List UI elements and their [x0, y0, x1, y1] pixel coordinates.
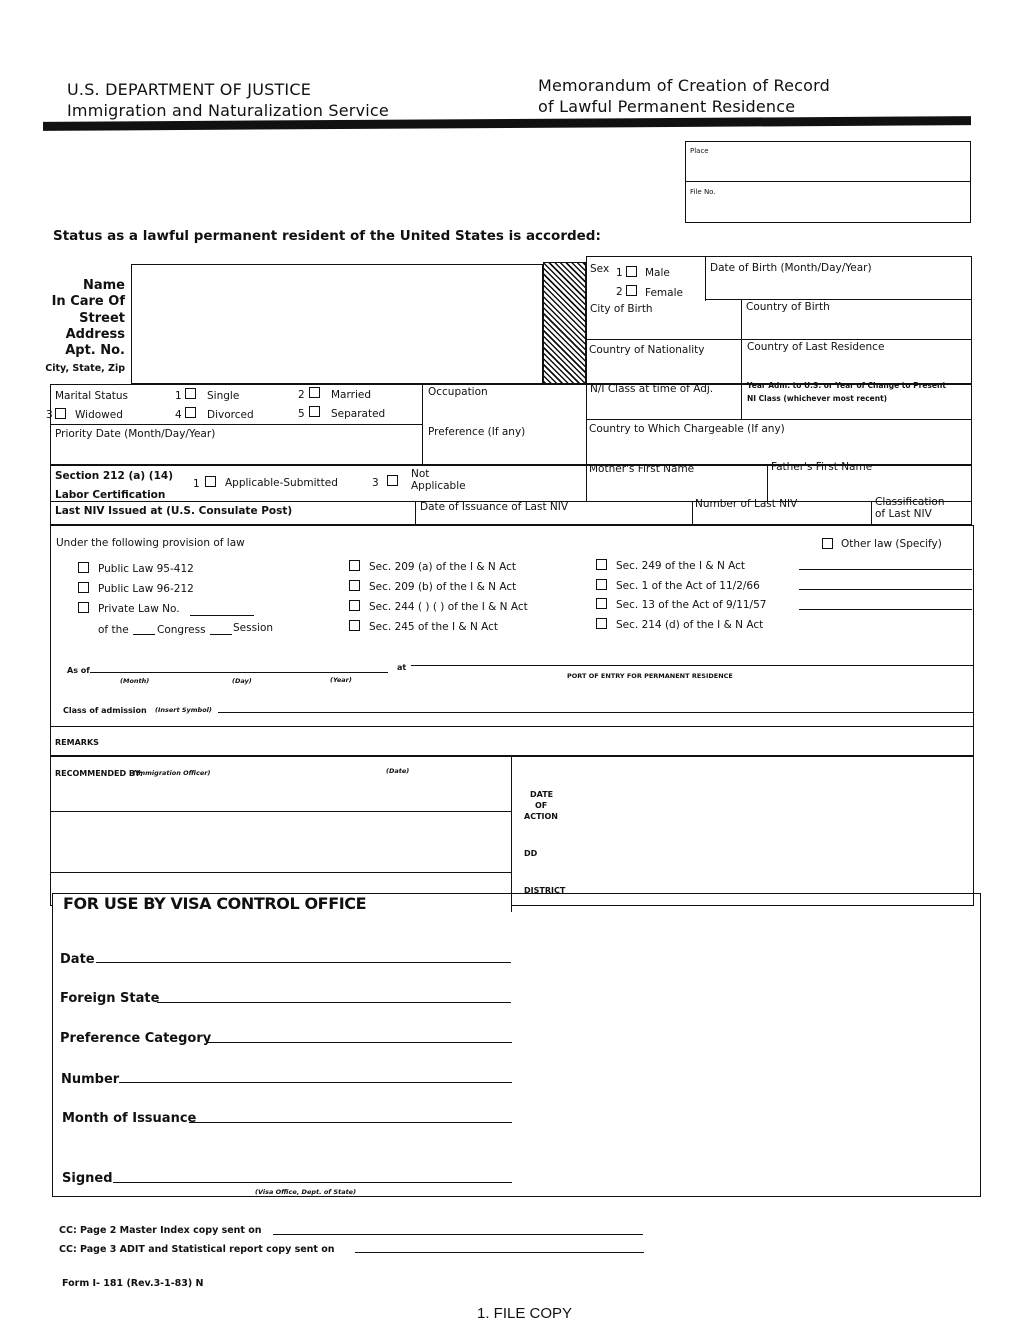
married-label: Married: [331, 389, 371, 401]
private-law-no-line[interactable]: [190, 615, 254, 616]
date-of-birth-field[interactable]: Date of Birth (Month/Day/Year): [710, 262, 872, 274]
sec-13-act-checkbox[interactable]: [596, 598, 607, 609]
city-of-birth-field[interactable]: City of Birth: [590, 303, 653, 315]
class-of-admission-label: Class of admission: [63, 706, 147, 715]
signed-label: Signed: [62, 1171, 113, 1186]
marital-status-label: Marital Status: [55, 390, 128, 402]
sex-label: Sex: [590, 263, 610, 275]
district-label: DISTRICT: [524, 886, 566, 895]
date-of-action-label: ACTION: [524, 812, 558, 821]
divorced-label: Divorced: [207, 409, 254, 421]
foreign-state-label: Foreign State: [60, 991, 160, 1006]
number-last-niv-field[interactable]: Number of Last NIV: [695, 498, 798, 510]
preference-category-label: Preference Category: [60, 1031, 212, 1046]
last-niv-issued-field[interactable]: Last NIV Issued at (U.S. Consulate Post): [55, 505, 293, 517]
other-law-line-3[interactable]: [799, 609, 972, 610]
date-issuance-last-niv-field[interactable]: Date of Issuance of Last NIV: [420, 501, 569, 513]
as-of-label: As of: [67, 666, 90, 675]
public-law-96-212-label: Public Law 96-212: [98, 583, 194, 595]
other-law-label: Other law (Specify): [841, 538, 942, 550]
name-address-field[interactable]: [131, 264, 543, 384]
other-law-line-1[interactable]: [799, 569, 972, 570]
at-label: at: [397, 663, 407, 672]
other-law-checkbox[interactable]: [822, 538, 833, 549]
visa-number-line[interactable]: [119, 1082, 512, 1083]
form-subtitle: of Lawful Permanent Residence: [538, 97, 796, 116]
congress-label: Congress: [157, 624, 206, 636]
mothers-first-name-field[interactable]: Mother's First Name: [589, 463, 695, 475]
month-of-issuance-label: Month of Issuance: [62, 1111, 197, 1126]
port-of-entry-label: PORT OF ENTRY FOR PERMANENT RESIDENCE: [567, 672, 733, 680]
form-number: Form I- 181 (Rev.3-1-83) N: [62, 1278, 204, 1289]
not-applicable-checkbox[interactable]: [387, 475, 398, 486]
file-no-field[interactable]: File No.: [690, 188, 716, 196]
country-chargeable-field[interactable]: Country to Which Chargeable (If any): [589, 423, 785, 435]
sec-214d-checkbox[interactable]: [596, 618, 607, 629]
as-of-line[interactable]: [90, 672, 388, 673]
fathers-first-name-field[interactable]: Father's First Name: [771, 461, 873, 473]
country-of-nationality-field[interactable]: Country of Nationality: [589, 344, 705, 356]
port-of-entry-line[interactable]: [411, 665, 974, 666]
single-label: Single: [207, 390, 240, 402]
file-copy-label: 1. FILE COPY: [477, 1305, 573, 1322]
separated-checkbox[interactable]: [309, 406, 320, 417]
applicable-label: Applicable: [411, 480, 466, 492]
year-adm-line1: Year Adm. to U.S. or Year of Change to Present: [747, 381, 946, 390]
labor-cert-label: Labor Certification: [55, 489, 166, 501]
widowed-checkbox[interactable]: [55, 408, 66, 419]
sec-245-checkbox[interactable]: [349, 620, 360, 631]
sec-249-label: Sec. 249 of the I & N Act: [616, 560, 746, 572]
classification-line1: Classification: [875, 496, 945, 508]
priority-date-field[interactable]: Priority Date (Month/Day/Year): [55, 428, 216, 440]
remarks-field[interactable]: REMARKS: [55, 738, 99, 747]
public-law-96-212-checkbox[interactable]: [78, 582, 89, 593]
sec-209a-label: Sec. 209 (a) of the I & N Act: [369, 561, 516, 573]
female-checkbox[interactable]: [626, 285, 637, 296]
occupation-field[interactable]: Occupation: [428, 386, 488, 398]
year-adm-line2[interactable]: NI Class (whichever most recent): [747, 394, 888, 403]
place-field[interactable]: Place: [690, 147, 709, 155]
applicable-submitted-label: Applicable-Submitted: [225, 477, 338, 489]
preference-category-line[interactable]: [208, 1042, 512, 1043]
signed-line[interactable]: [113, 1182, 512, 1183]
sec-244-label: Sec. 244 ( ) ( ) of the I & N Act: [369, 601, 528, 613]
ni-class-field[interactable]: N/I Class at time of Adj.: [590, 383, 714, 395]
recommended-by-label: RECOMMENDED BY:: [55, 769, 143, 778]
class-of-admission-line[interactable]: [218, 712, 974, 713]
sec-214d-label: Sec. 214 (d) of the I & N Act: [616, 619, 764, 631]
sec-13-act-label: Sec. 13 of the Act of 9/11/57: [616, 599, 767, 611]
classification-line2[interactable]: of Last NIV: [875, 508, 932, 520]
country-of-birth-field[interactable]: Country of Birth: [746, 301, 830, 313]
place-file-box: [685, 141, 971, 223]
sec-245-label: Sec. 245 of the I & N Act: [369, 621, 499, 633]
preference-field[interactable]: Preference (If any): [428, 426, 526, 438]
visa-control-title: FOR USE BY VISA CONTROL OFFICE: [63, 894, 367, 913]
visa-date-line[interactable]: [96, 962, 511, 963]
name-label: Name: [82, 278, 125, 293]
private-law-label: Private Law No.: [98, 603, 180, 615]
sec-1-act-label: Sec. 1 of the Act of 11/2/66: [616, 580, 760, 592]
cc-page3-label: CC: Page 3 ADIT and Statistical report copy sent on: [59, 1244, 335, 1255]
dd-label: DD: [524, 849, 538, 858]
agency-name: U.S. DEPARTMENT OF JUSTICE: [67, 80, 312, 99]
country-of-last-residence-field[interactable]: Country of Last Residence: [747, 341, 885, 353]
recommended-by-field[interactable]: [50, 811, 511, 872]
street-label: Street: [79, 311, 125, 326]
sec-209b-label: Sec. 209 (b) of the I & N Act: [369, 581, 517, 593]
section-212-label: Section 212 (a) (14): [55, 470, 173, 482]
of-the-label: of the: [98, 624, 129, 636]
sec-209a-checkbox[interactable]: [349, 560, 360, 571]
cc-page3-line[interactable]: [355, 1252, 644, 1253]
public-law-95-412-label: Public Law 95-412: [98, 563, 194, 575]
public-law-95-412-checkbox[interactable]: [78, 562, 89, 573]
male-label: Male: [645, 267, 670, 279]
private-law-checkbox[interactable]: [78, 602, 89, 613]
sec-1-act-checkbox[interactable]: [596, 579, 607, 590]
address-label: Address: [65, 327, 125, 342]
apt-label: Apt. No.: [65, 343, 125, 358]
applicable-submitted-checkbox[interactable]: [205, 476, 216, 487]
other-law-line-2[interactable]: [799, 589, 972, 590]
divorced-checkbox[interactable]: [185, 407, 196, 418]
sec-244-checkbox[interactable]: [349, 600, 360, 611]
city-state-zip-label: City, State, Zip: [45, 363, 125, 374]
date-of-action-field[interactable]: [580, 780, 970, 900]
hatched-area: [543, 262, 586, 384]
married-checkbox[interactable]: [309, 387, 320, 398]
male-checkbox[interactable]: [626, 266, 637, 277]
form-title: Memorandum of Creation of Record: [538, 76, 830, 95]
cc-page2-line[interactable]: [273, 1234, 643, 1235]
foreign-state-line[interactable]: [157, 1002, 511, 1003]
separated-label: Separated: [331, 408, 386, 420]
session-label: Session: [233, 622, 274, 634]
widowed-label: Widowed: [75, 409, 123, 421]
month-of-issuance-line[interactable]: [189, 1122, 512, 1123]
single-checkbox[interactable]: [185, 388, 196, 399]
agency-subname: Immigration and Naturalization Service: [67, 101, 389, 120]
visa-date-label: Date: [60, 952, 95, 967]
female-label: Female: [645, 287, 683, 299]
sec-209b-checkbox[interactable]: [349, 580, 360, 591]
sec-249-checkbox[interactable]: [596, 559, 607, 570]
status-statement: Status as a lawful permanent resident of the United States is accorded:: [53, 228, 601, 244]
provision-heading: Under the following provision of law: [56, 537, 245, 549]
care-of-label: In Care Of: [51, 294, 125, 309]
not-label: Not: [411, 468, 430, 480]
visa-number-label: Number: [61, 1072, 120, 1087]
cc-page2-label: CC: Page 2 Master Index copy sent on: [59, 1225, 262, 1236]
